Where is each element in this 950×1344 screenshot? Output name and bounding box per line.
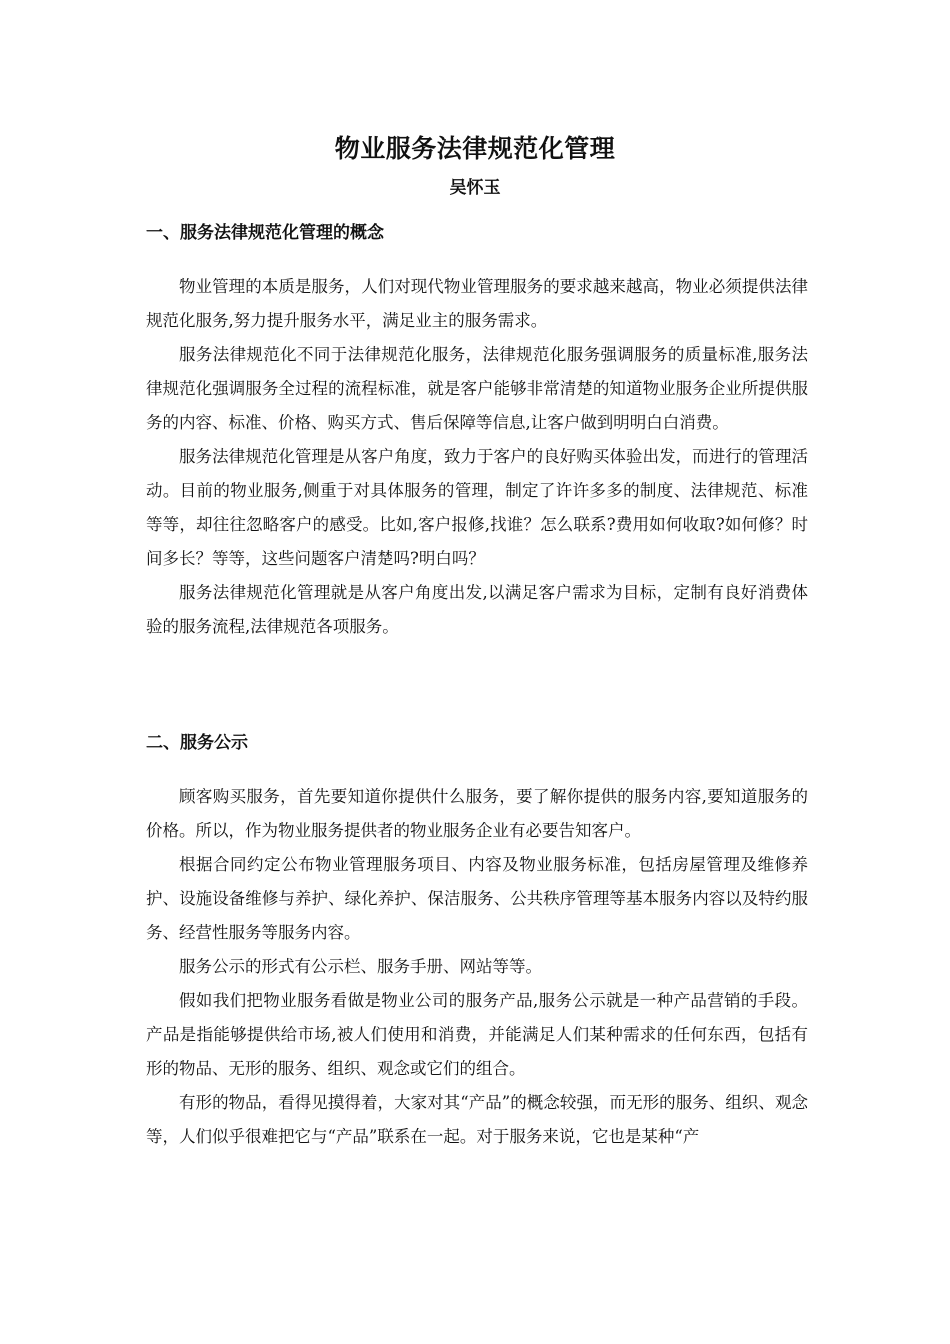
paragraph: 物业管理的本质是服务，人们对现代物业管理服务的要求越来越高，物业必须提供法律规范化服务,努力提升服务水平，满足业主的服务需求。: [146, 277, 808, 330]
paragraph: 服务公示的形式有公示栏、服务手册、网站等等。: [179, 957, 542, 976]
paragraph: 服务法律规范化管理是从客户角度，致力于客户的良好购买体验出发，而进行的管理活动。目前的物业服务,侧重于对具体服务的管理，制定了许许多多的制度、法律规范、标准等等，却往往忽略客户的感受。比如,客户报修,找谁？怎么联系?费用如何收取?如何修？时间多长？等等，这些问题客户清楚吗?明白吗？: [146, 447, 808, 568]
paragraph: 有形的物品，看得见摸得着，大家对其“产品”的概念较强，而无形的服务、组织、观念等，人们似乎很难把它与“产品”联系在一起。对于服务来说，它也是某种“产: [146, 1093, 808, 1146]
document-title: 物业服务法律规范化管理: [334, 134, 616, 163]
document-author: 吴怀玉: [449, 178, 501, 198]
paragraph: 顾客购买服务，首先要知道你提供什么服务，要了解你提供的服务内容,要知道服务的价格。所以，作为物业服务提供者的物业服务企业有必要告知客户。: [146, 787, 808, 840]
section-heading-service-notice: 二、服务公示: [146, 733, 248, 753]
paragraph: 服务法律规范化管理就是从客户角度出发,以满足客户需求为目标，定制有良好消费体验的服务流程,法律规范各项服务。: [146, 583, 808, 636]
paragraph: 服务法律规范化不同于法律规范化服务，法律规范化服务强调服务的质量标准,服务法律规范化强调服务全过程的流程标准，就是客户能够非常清楚的知道物业服务企业所提供服务的内容、标准、价格、购买方式、售后保障等信息,让客户做到明明白白消费。: [146, 345, 808, 432]
paragraph: 假如我们把物业服务看做是物业公司的服务产品,服务公示就是一种产品营销的手段。产品是指能够提供给市场,被人们使用和消费，并能满足人们某种需求的任何东西，包括有形的物品、无形的服务、组织、观念或它们的组合。: [146, 991, 808, 1078]
paragraph: 根据合同约定公布物业管理服务项目、内容及物业服务标准，包括房屋管理及维修养护、设施设备维修与养护、绿化养护、保洁服务、公共秩序管理等基本服务内容以及特约服务、经营性服务等服务内容。: [146, 855, 808, 942]
section-body-concept: [146, 270, 808, 644]
section-body-service-notice: [146, 780, 808, 1154]
section-heading-concept: 一、服务法律规范化管理的概念: [146, 223, 384, 243]
